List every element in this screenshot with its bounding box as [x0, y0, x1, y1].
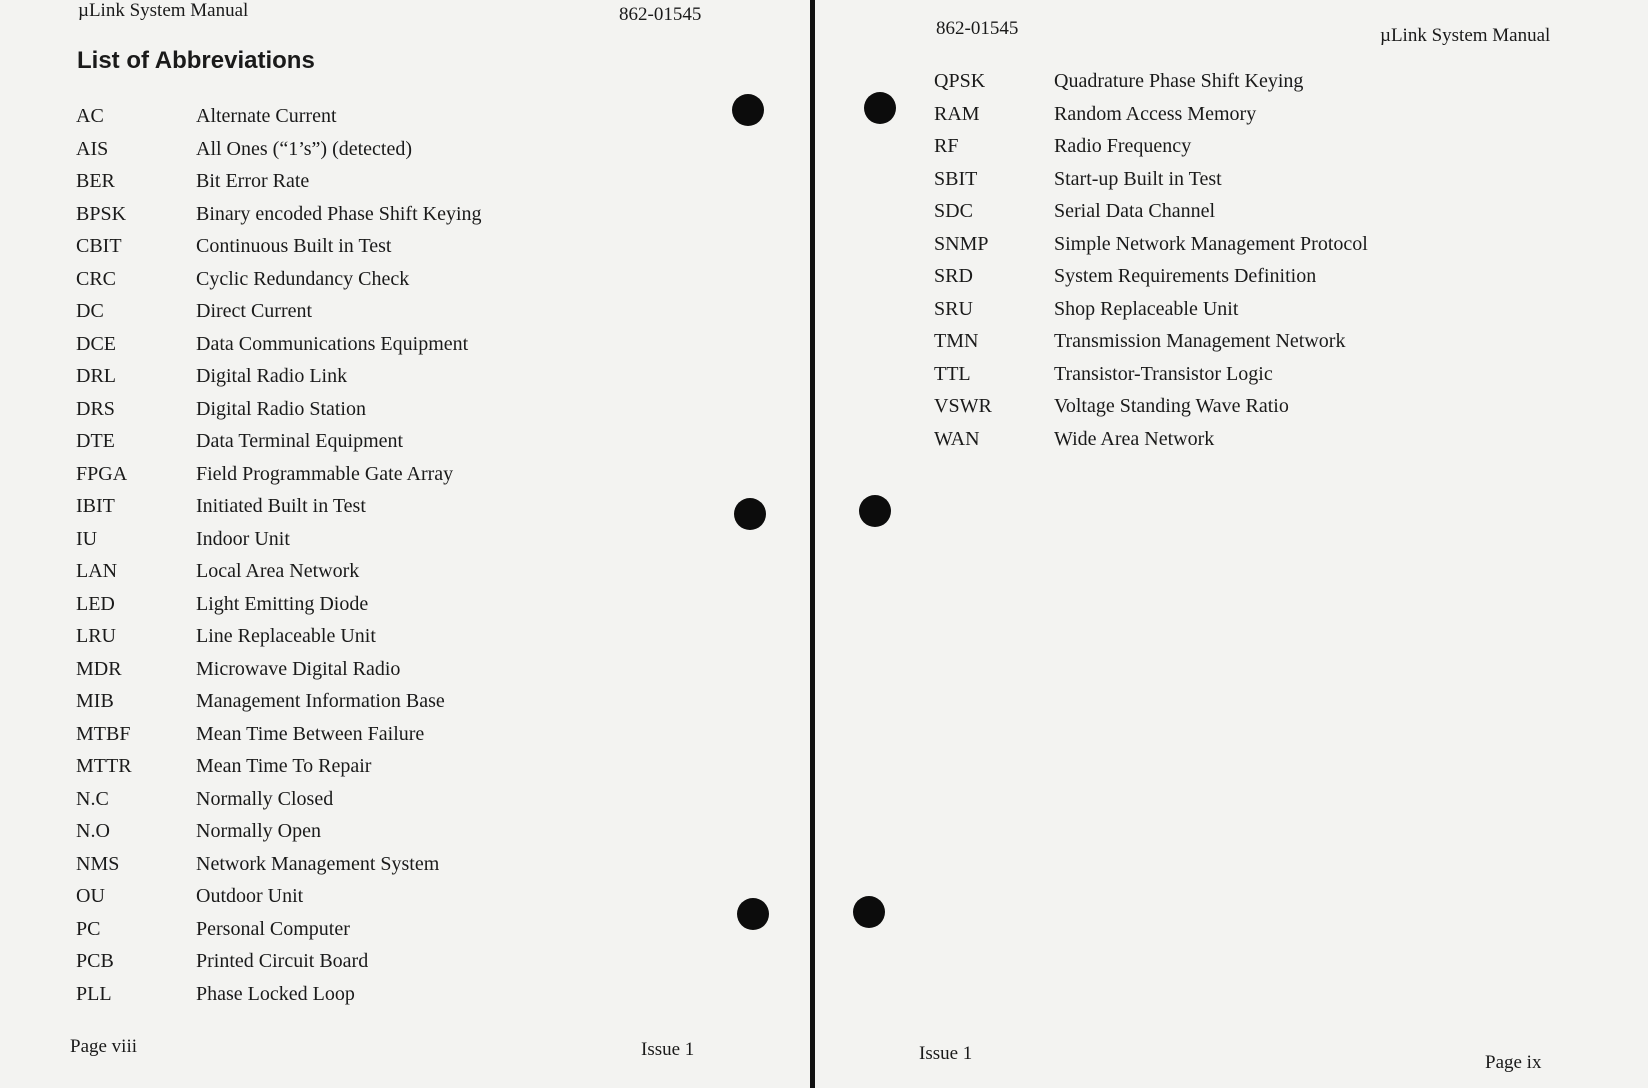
abbreviation-definition: Alternate Current	[196, 105, 337, 127]
abbreviation-code: SRU	[934, 297, 973, 320]
abbreviation-definition: Printed Circuit Board	[196, 950, 369, 972]
abbreviation-entry	[76, 755, 636, 788]
abbreviation-definition: Start-up Built in Test	[1054, 167, 1222, 190]
abbreviation-entry	[76, 463, 636, 496]
abbreviation-code: SRD	[934, 265, 973, 287]
abbreviation-entry	[76, 365, 636, 398]
abbreviation-definition: Digital Radio Station	[196, 397, 366, 420]
abbreviation-entry	[76, 625, 636, 658]
abbreviation-entry	[76, 300, 636, 333]
abbreviation-code: MDR	[76, 657, 122, 680]
abbreviation-entry	[76, 658, 636, 691]
abbreviation-entry	[76, 528, 636, 561]
abbreviation-entry	[76, 593, 636, 626]
abbreviation-definition: Normally Open	[196, 820, 321, 842]
abbreviation-definition: System Requirements Definition	[1054, 265, 1317, 287]
abbreviation-entry	[934, 395, 1494, 428]
abbreviation-definition: Digital Radio Link	[196, 365, 348, 387]
abbreviation-entry	[76, 398, 636, 431]
abbreviation-code: PCB	[76, 950, 114, 972]
abbreviation-definition: Continuous Built in Test	[196, 235, 392, 257]
right-header-doc-number: 862-01545	[936, 18, 1019, 39]
abbreviation-definition: Direct Current	[196, 300, 313, 322]
abbreviation-entry	[934, 103, 1494, 136]
abbreviation-definition: Transistor-Transistor Logic	[1054, 362, 1273, 385]
abbreviation-definition: Data Communications Equipment	[196, 332, 469, 355]
abbreviation-definition: Binary encoded Phase Shift Keying	[196, 202, 482, 225]
abbreviation-code: BPSK	[76, 202, 127, 225]
abbreviation-definition: Normally Closed	[196, 787, 334, 810]
abbreviation-code: DCE	[76, 332, 116, 355]
abbreviation-code: SNMP	[934, 232, 989, 255]
abbreviation-entry	[76, 333, 636, 366]
abbreviation-definition: Bit Error Rate	[196, 170, 310, 192]
abbreviation-code: VSWR	[934, 395, 992, 417]
abbreviation-definition: Field Programmable Gate Array	[196, 462, 454, 485]
abbreviation-definition: Microwave Digital Radio	[196, 657, 401, 680]
right-page	[816, 0, 1648, 1088]
abbreviation-code: OU	[76, 885, 105, 907]
abbreviation-code: IU	[76, 527, 98, 550]
abbreviation-code: LAN	[76, 560, 118, 582]
right-footer-issue: Issue 1	[919, 1043, 973, 1064]
abbreviation-code: DC	[76, 300, 104, 322]
abbreviation-definition: Light Emitting Diode	[196, 592, 369, 615]
page-gutter-divider	[810, 0, 815, 1088]
abbreviation-definition: Simple Network Management Protocol	[1054, 232, 1368, 255]
left-header-title: µLink System Manual	[78, 0, 249, 21]
abbreviation-code: QPSK	[934, 70, 986, 92]
abbreviation-definition: Outdoor Unit	[196, 885, 304, 907]
punch-hole	[732, 94, 764, 126]
abbreviation-code: NMS	[76, 852, 120, 875]
abbreviation-code: AC	[76, 105, 104, 127]
abbreviation-entry	[934, 168, 1494, 201]
abbreviation-code: CBIT	[76, 235, 122, 257]
abbreviation-code: FPGA	[76, 462, 128, 485]
abbreviation-code: WAN	[934, 427, 980, 450]
abbreviation-entry	[76, 983, 636, 1016]
abbreviation-definition: Random Access Memory	[1054, 102, 1257, 125]
abbreviation-definition: Indoor Unit	[196, 527, 290, 550]
abbreviation-definition: Management Information Base	[196, 690, 445, 712]
abbreviation-definition: Local Area Network	[196, 560, 360, 582]
abbreviation-entry	[934, 363, 1494, 396]
abbreviation-definition: Cyclic Redundancy Check	[196, 267, 410, 290]
abbreviation-code: DTE	[76, 430, 115, 452]
abbreviation-code: SBIT	[934, 167, 978, 190]
abbreviation-code: N.C	[76, 787, 109, 810]
abbreviation-code: DRL	[76, 365, 116, 387]
punch-hole	[853, 896, 885, 928]
abbreviation-definition: Mean Time To Repair	[196, 755, 372, 777]
punch-hole	[737, 898, 769, 930]
abbreviation-entry	[934, 298, 1494, 331]
abbreviation-code: RF	[934, 135, 959, 157]
abbreviation-code: PLL	[76, 982, 112, 1005]
abbreviation-code: MIB	[76, 690, 114, 712]
abbreviation-entry	[76, 820, 636, 853]
abbreviation-definition: Transmission Management Network	[1054, 330, 1346, 352]
left-header-doc-number: 862-01545	[619, 4, 702, 25]
abbreviation-code: N.O	[76, 820, 110, 842]
abbreviation-entry	[934, 135, 1494, 168]
abbreviation-entry	[76, 788, 636, 821]
abbreviation-code: MTTR	[76, 755, 132, 777]
abbreviation-code: MTBF	[76, 722, 131, 745]
abbreviation-definition: Mean Time Between Failure	[196, 722, 425, 745]
abbreviation-entry	[934, 265, 1494, 298]
abbreviation-code: SDC	[934, 200, 973, 222]
abbreviation-entry	[934, 330, 1494, 363]
abbreviation-code: LED	[76, 592, 115, 615]
abbreviation-entry	[76, 723, 636, 756]
punch-hole	[864, 92, 896, 124]
abbreviation-code: TMN	[934, 330, 979, 352]
abbreviation-code: AIS	[76, 137, 109, 160]
abbreviation-definition: Personal Computer	[196, 917, 350, 940]
left-footer-page-number: Page viii	[70, 1036, 138, 1057]
abbreviation-list-right	[934, 70, 1494, 460]
abbreviation-entry	[76, 495, 636, 528]
abbreviation-entry	[76, 138, 636, 171]
abbreviation-entry	[76, 170, 636, 203]
abbreviation-entry	[76, 950, 636, 983]
abbreviation-definition: All Ones (“1’s”) (detected)	[196, 137, 413, 160]
abbreviation-entry	[76, 690, 636, 723]
abbreviation-definition: Voltage Standing Wave Ratio	[1054, 395, 1289, 417]
abbreviation-entry	[76, 268, 636, 301]
abbreviation-entry	[76, 560, 636, 593]
abbreviation-code: TTL	[934, 362, 971, 385]
left-footer-issue: Issue 1	[641, 1039, 695, 1060]
abbreviation-entry	[934, 70, 1494, 103]
right-footer-page-number: Page ix	[1485, 1052, 1542, 1073]
left-page	[0, 0, 810, 1088]
abbreviation-entry	[76, 105, 636, 138]
abbreviation-definition: Quadrature Phase Shift Keying	[1054, 70, 1304, 92]
abbreviation-entry	[76, 203, 636, 236]
abbreviation-entry	[934, 200, 1494, 233]
abbreviation-entry	[76, 918, 636, 951]
abbreviation-entry	[76, 430, 636, 463]
abbreviation-definition: Serial Data Channel	[1054, 200, 1216, 222]
abbreviation-definition: Initiated Built in Test	[196, 495, 366, 517]
abbreviation-entry	[934, 428, 1494, 461]
abbreviation-definition: Wide Area Network	[1054, 427, 1215, 450]
abbreviation-entry	[76, 235, 636, 268]
abbreviation-entry	[934, 233, 1494, 266]
abbreviation-code: PC	[76, 917, 101, 940]
abbreviation-definition: Shop Replaceable Unit	[1054, 297, 1239, 320]
abbreviation-list-left	[76, 105, 636, 1015]
abbreviation-code: BER	[76, 170, 115, 192]
abbreviation-code: IBIT	[76, 495, 115, 517]
abbreviation-entry	[76, 885, 636, 918]
abbreviation-code: DRS	[76, 397, 115, 420]
abbreviation-code: CRC	[76, 267, 117, 290]
abbreviation-code: LRU	[76, 625, 116, 647]
abbreviation-definition: Network Management System	[196, 852, 440, 875]
abbreviation-definition: Line Replaceable Unit	[196, 625, 376, 647]
abbreviation-definition: Data Terminal Equipment	[196, 430, 404, 452]
abbreviation-code: RAM	[934, 102, 980, 125]
punch-hole	[859, 495, 891, 527]
abbreviation-definition: Phase Locked Loop	[196, 982, 355, 1005]
abbreviation-entry	[76, 853, 636, 886]
abbreviation-definition: Radio Frequency	[1054, 135, 1192, 157]
right-header-title: µLink System Manual	[1380, 25, 1551, 46]
punch-hole	[734, 498, 766, 530]
page-title: List of Abbreviations	[77, 47, 315, 74]
